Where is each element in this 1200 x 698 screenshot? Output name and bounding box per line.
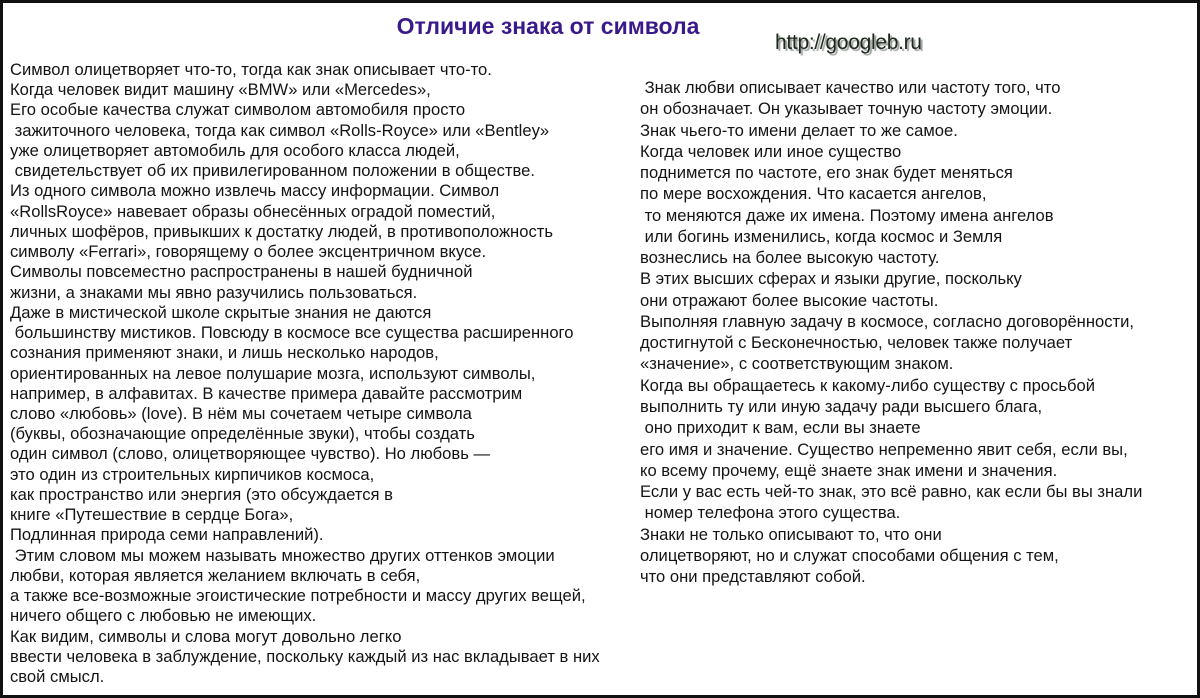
text-line: Символ олицетворяет что-то, тогда как знак описывает что-то. — [10, 60, 492, 79]
text-line: большинству мистиков. Повсюду в космосе все существа расширенного — [10, 323, 574, 343]
text-line: символу «Ferrari», говорящему о более эксцентричном вкусе. — [10, 242, 487, 262]
page-title: Отличие знака от символа — [396, 13, 700, 39]
text-line: Когда человек видит машину «BMW» или «Mercedes», — [10, 80, 431, 100]
left-text-column — [10, 60, 600, 687]
text-line: вознеслись на более высокую частоту. — [640, 248, 940, 268]
text-line: например, в алфавитах. В качестве примера давайте рассмотрим — [10, 383, 523, 403]
text-line: свой смысл. — [10, 667, 105, 687]
text-line: а также все-возможные эгоистические потребности и массу других вещей, — [10, 586, 586, 606]
text-line: Подлинная природа семи направлений). — [10, 525, 324, 545]
text-line: номер телефона этого существа. — [640, 503, 901, 523]
text-line: (буквы, обозначающие определённые звуки), чтобы создать — [10, 424, 475, 444]
text-line: свидетельствует об их привилегированном положении в обществе. — [10, 161, 535, 181]
text-line: В этих высших сферах и языки другие, поскольку — [640, 269, 1022, 289]
text-line: Его особые качества служат символом автомобиля просто — [10, 100, 466, 120]
text-line: Знак любви описывает качество или частоту того, что — [640, 78, 1061, 97]
text-line: «RollsRoyce» навевает образы обнесённых оградой поместий, — [10, 201, 496, 221]
text-line: ввести человека в заблуждение, поскольку каждый из нас вкладывает в них — [10, 646, 600, 666]
text-line: как пространство или энергия (это обсуждается в — [10, 484, 393, 504]
text-line: любви, которая является желанием включать в себя, — [10, 565, 421, 585]
text-line: поднимется по частоте, его знак будет меняться — [640, 163, 1013, 183]
text-line: «значение», с соответствующим знаком. — [640, 354, 954, 374]
text-line: или богинь изменились, когда космос и Земля — [640, 226, 1003, 246]
text-line: Знаки не только описывают то, что они — [640, 524, 942, 544]
text-line: Символы повсеместно распространены в нашей будничной — [10, 262, 473, 282]
text-line: ко всему прочему, ещё знаете знак имени и значения. — [640, 460, 1058, 480]
text-line: они отражают более высокие частоты. — [640, 290, 939, 310]
text-line: олицетворяют, но и служат способами общения с тем, — [640, 545, 1059, 565]
text-line: Даже в мистической школе скрытые знания не даются — [10, 302, 432, 322]
text-line: он обозначает. Он указывает точную частоту эмоции. — [640, 99, 1053, 119]
text-line: оно приходит к вам, если вы знаете — [640, 418, 921, 438]
text-line: Если у вас есть чей-то знак, это всё равно, как если бы вы знали — [640, 482, 1143, 502]
text-line: Выполняя главную задачу в космосе, согласно договорённости, — [640, 311, 1135, 331]
right-text-column — [640, 77, 1142, 587]
text-line: зажиточного человека, тогда как символ «Rolls-Royce» или «Bentley» — [10, 120, 550, 140]
text-line: один символ (слово, олицетворяющее чувство). Но любовь — — [10, 444, 491, 464]
text-line: это один из строительных кирпичиков космоса, — [10, 464, 375, 484]
text-line: Этим словом мы можем называть множество других оттенков эмоции — [10, 545, 555, 565]
text-line: Как видим, символы и слова могут довольно легко — [10, 626, 402, 646]
text-line: что они представляют собой. — [640, 567, 866, 587]
text-line: то меняются даже их имена. Поэтому имена ангелов — [640, 205, 1054, 225]
text-line: личных шофёров, привыкших к достатку людей, в противоположность — [10, 221, 553, 241]
text-line: Когда человек или иное существо — [640, 141, 902, 161]
text-line: Когда вы обращаетесь к какому-либо существу с просьбой — [640, 375, 1095, 395]
source-url-watermark: http://googleb.ru — [775, 31, 922, 54]
text-line: ничего общего с любовью не имеющих. — [10, 606, 317, 626]
text-line: его имя и значение. Существо непременно явит себя, если вы, — [640, 439, 1128, 459]
text-line: выполнить ту или иную задачу ради высшего блага, — [640, 396, 1043, 416]
text-line: ориентированных на левое полушарие мозга, используют символы, — [10, 363, 536, 383]
text-line: слово «любовь» (love). В нём мы сочетаем четыре символа — [10, 403, 472, 423]
text-line: сознания применяют знаки, и лишь несколько народов, — [10, 343, 439, 363]
text-line: жизни, а знаками мы явно разучились пользоваться. — [10, 282, 418, 302]
text-line: достигнутой с Бесконечностью, человек также получает — [640, 333, 1073, 353]
text-line: книге «Путешествие в сердце Бога», — [10, 505, 294, 525]
text-line: уже олицетворяет автомобиль для особого класса людей, — [10, 140, 460, 160]
text-line: Из одного символа можно извлечь массу информации. Символ — [10, 181, 500, 201]
text-line: по мере восхождения. Что касается ангелов, — [640, 184, 987, 204]
text-line: Знак чьего-то имени делает то же самое. — [640, 120, 958, 140]
